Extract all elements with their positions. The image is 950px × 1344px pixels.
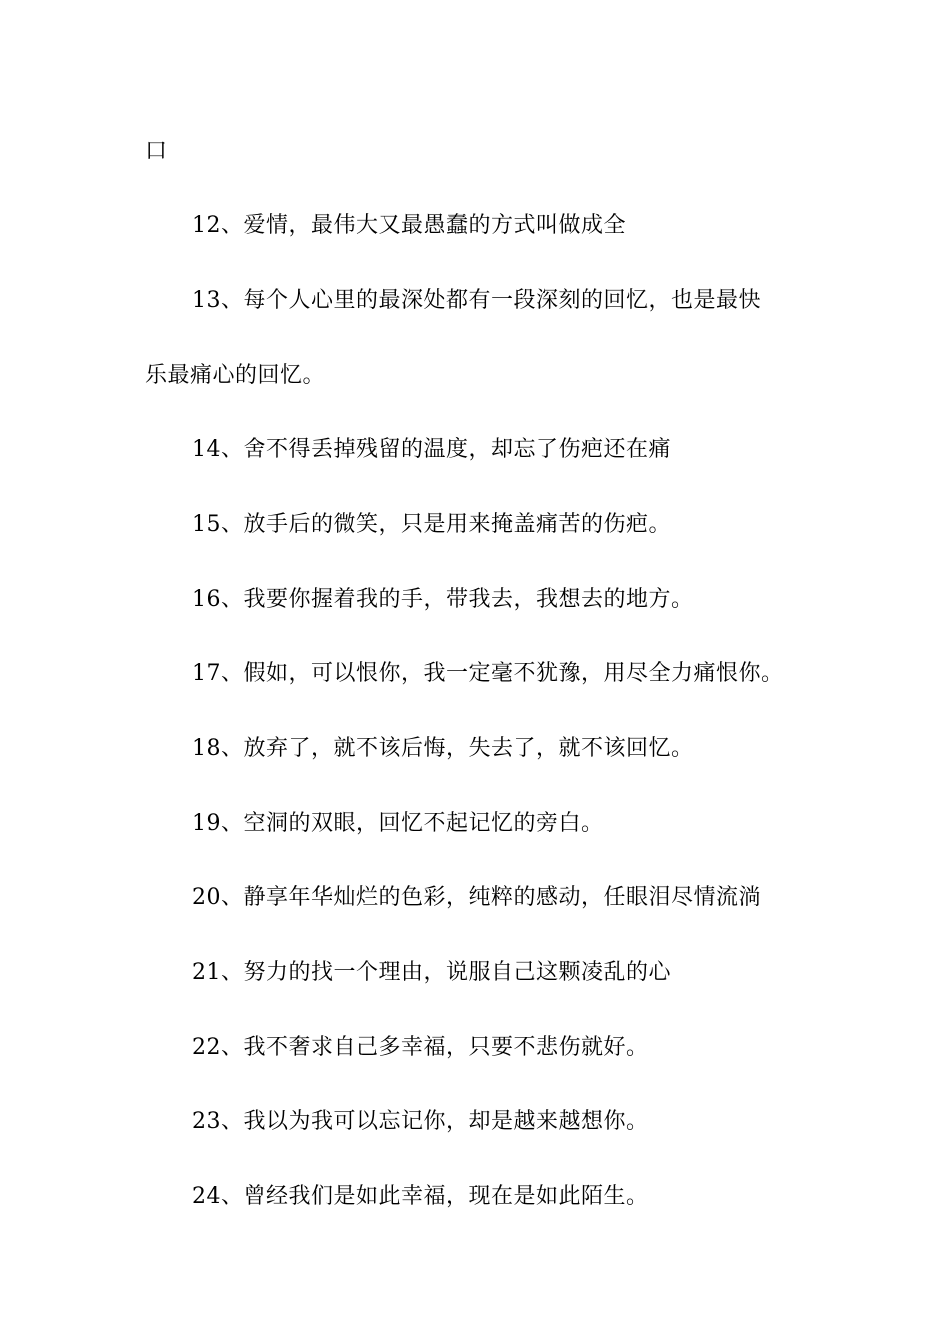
text-line: 21、努力的找一个理由，说服自己这颗凌乱的心: [192, 960, 671, 985]
text-line: 19、空洞的双眼，回忆不起记忆的旁白。: [192, 811, 604, 836]
text-line: 20、静享年华灿烂的色彩，纯粹的感动，任眼泪尽情流淌: [192, 885, 761, 910]
text-line: 24、曾经我们是如此幸福，现在是如此陌生。: [192, 1184, 649, 1209]
text-line: 口: [145, 139, 168, 164]
text-line: 13、每个人心里的最深处都有一段深刻的回忆，也是最快: [192, 288, 761, 313]
text-line: 15、放手后的微笑，只是用来掩盖痛苦的伤疤。: [192, 512, 671, 537]
text-line: 18、放弃了，就不该后悔，失去了，就不该回忆。: [192, 736, 694, 761]
text-line: 23、我以为我可以忘记你，却是越来越想你。: [192, 1109, 649, 1134]
text-line: 16、我要你握着我的手，带我去，我想去的地方。: [192, 587, 694, 612]
text-line: 17、假如，可以恨你，我一定毫不犹豫，用尽全力痛恨你。: [192, 661, 784, 686]
text-line: 12、爱情，最伟大又最愚蠢的方式叫做成全: [192, 213, 626, 238]
text-line: 22、我不奢求自己多幸福，只要不悲伤就好。: [192, 1035, 649, 1060]
text-line: 14、舍不得丢掉残留的温度，却忘了伤疤还在痛: [192, 437, 671, 462]
text-line: 乐最痛心的回忆。: [145, 363, 326, 388]
